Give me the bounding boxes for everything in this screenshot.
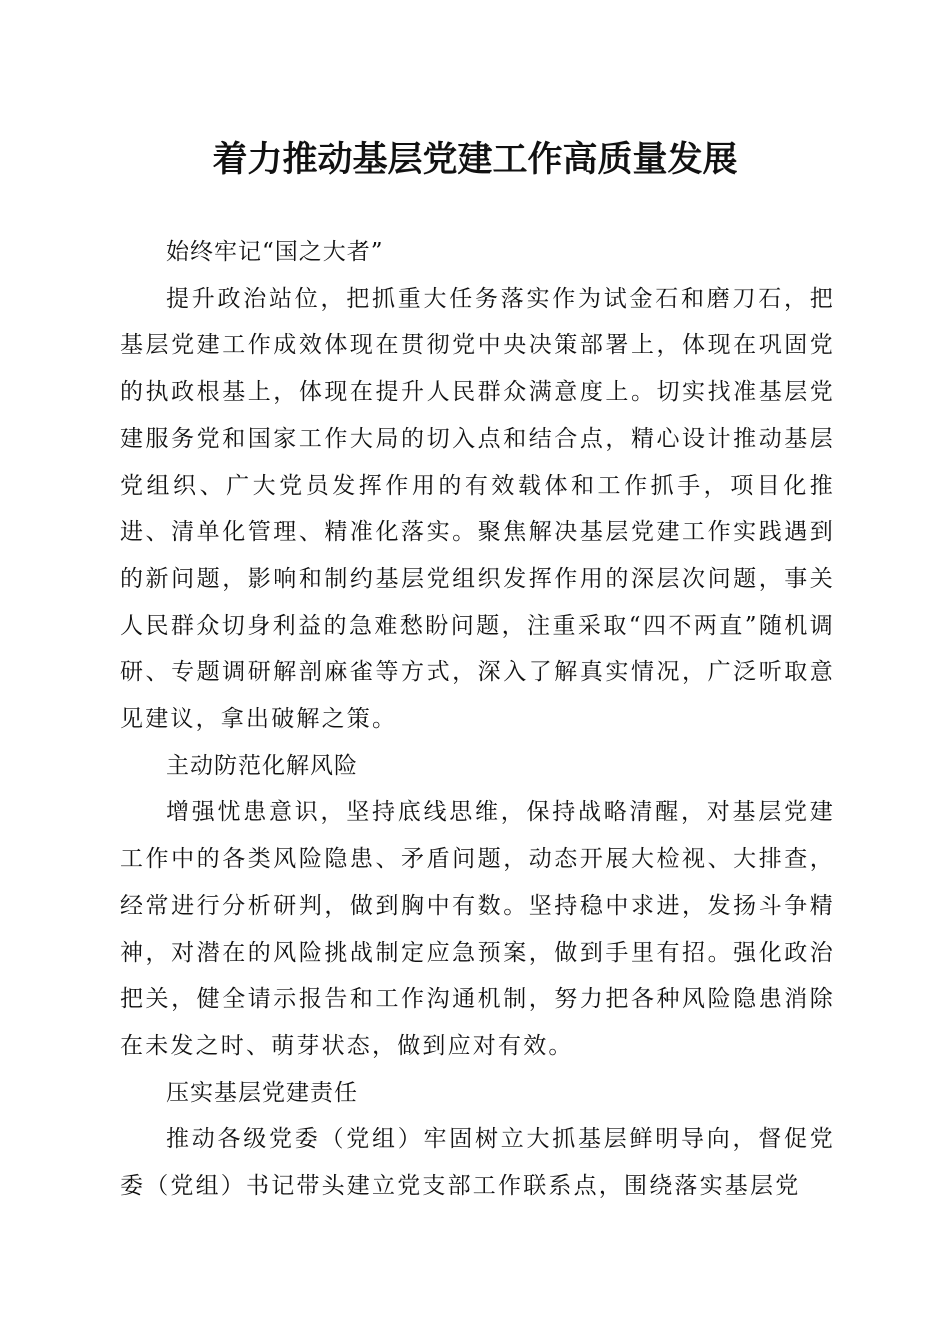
section-paragraph-2: 增强忧患意识，坚持底线思维，保持战略清醒，对基层党建工作中的各类风险隐患、矛盾问题，动态开展大检视、大排查，经常进行分析研判，做到胸中有数。坚持稳中求进，发扬斗争精神，对潜在的风险挑战制定应急预案，做到手里有招。强化政治把关，健全请示报告和工作沟通机制，努力把各种风险隐患消除在未发之时、萌芽状态，做到应对有效。	[120, 799, 835, 1059]
section-heading-1: 始终牢记“国之大者”	[166, 239, 384, 265]
section-paragraph-1: 提升政治站位，把抓重大任务落实作为试金石和磨刀石，把基层党建工作成效体现在贯彻党中央决策部署上，体现在巩固党的执政根基上，体现在提升人民群众满意度上。切实找准基层党建服务党和国家工作大局的切入点和结合点，精心设计推动基层党组织、广大党员发挥作用的有效载体和工作抓手，项目化推进、清单化管理、精准化落实。聚焦解决基层党建工作实践遇到的新问题，影响和制约基层党组织发挥作用的深层次问题，事关人民群众切身利益的急难愁盼问题，注重采取“四不两直”随机调研、专题调研解剖麻雀等方式，深入了解真实情况，广泛听取意见建议，拿出破解之策。	[120, 285, 835, 733]
section-heading-2: 主动防范化解风险	[166, 752, 358, 779]
section-heading-3: 压实基层党建责任	[166, 1079, 358, 1106]
document-title: 着力推动基层党建工作高质量发展	[212, 139, 738, 180]
document-body	[120, 229, 835, 1210]
section-paragraph-3: 推动各级党委（党组）牢固树立大抓基层鲜明导向，督促党委（党组）书记带头建立党支部工作联系点，围绕落实基层党	[120, 1126, 835, 1200]
